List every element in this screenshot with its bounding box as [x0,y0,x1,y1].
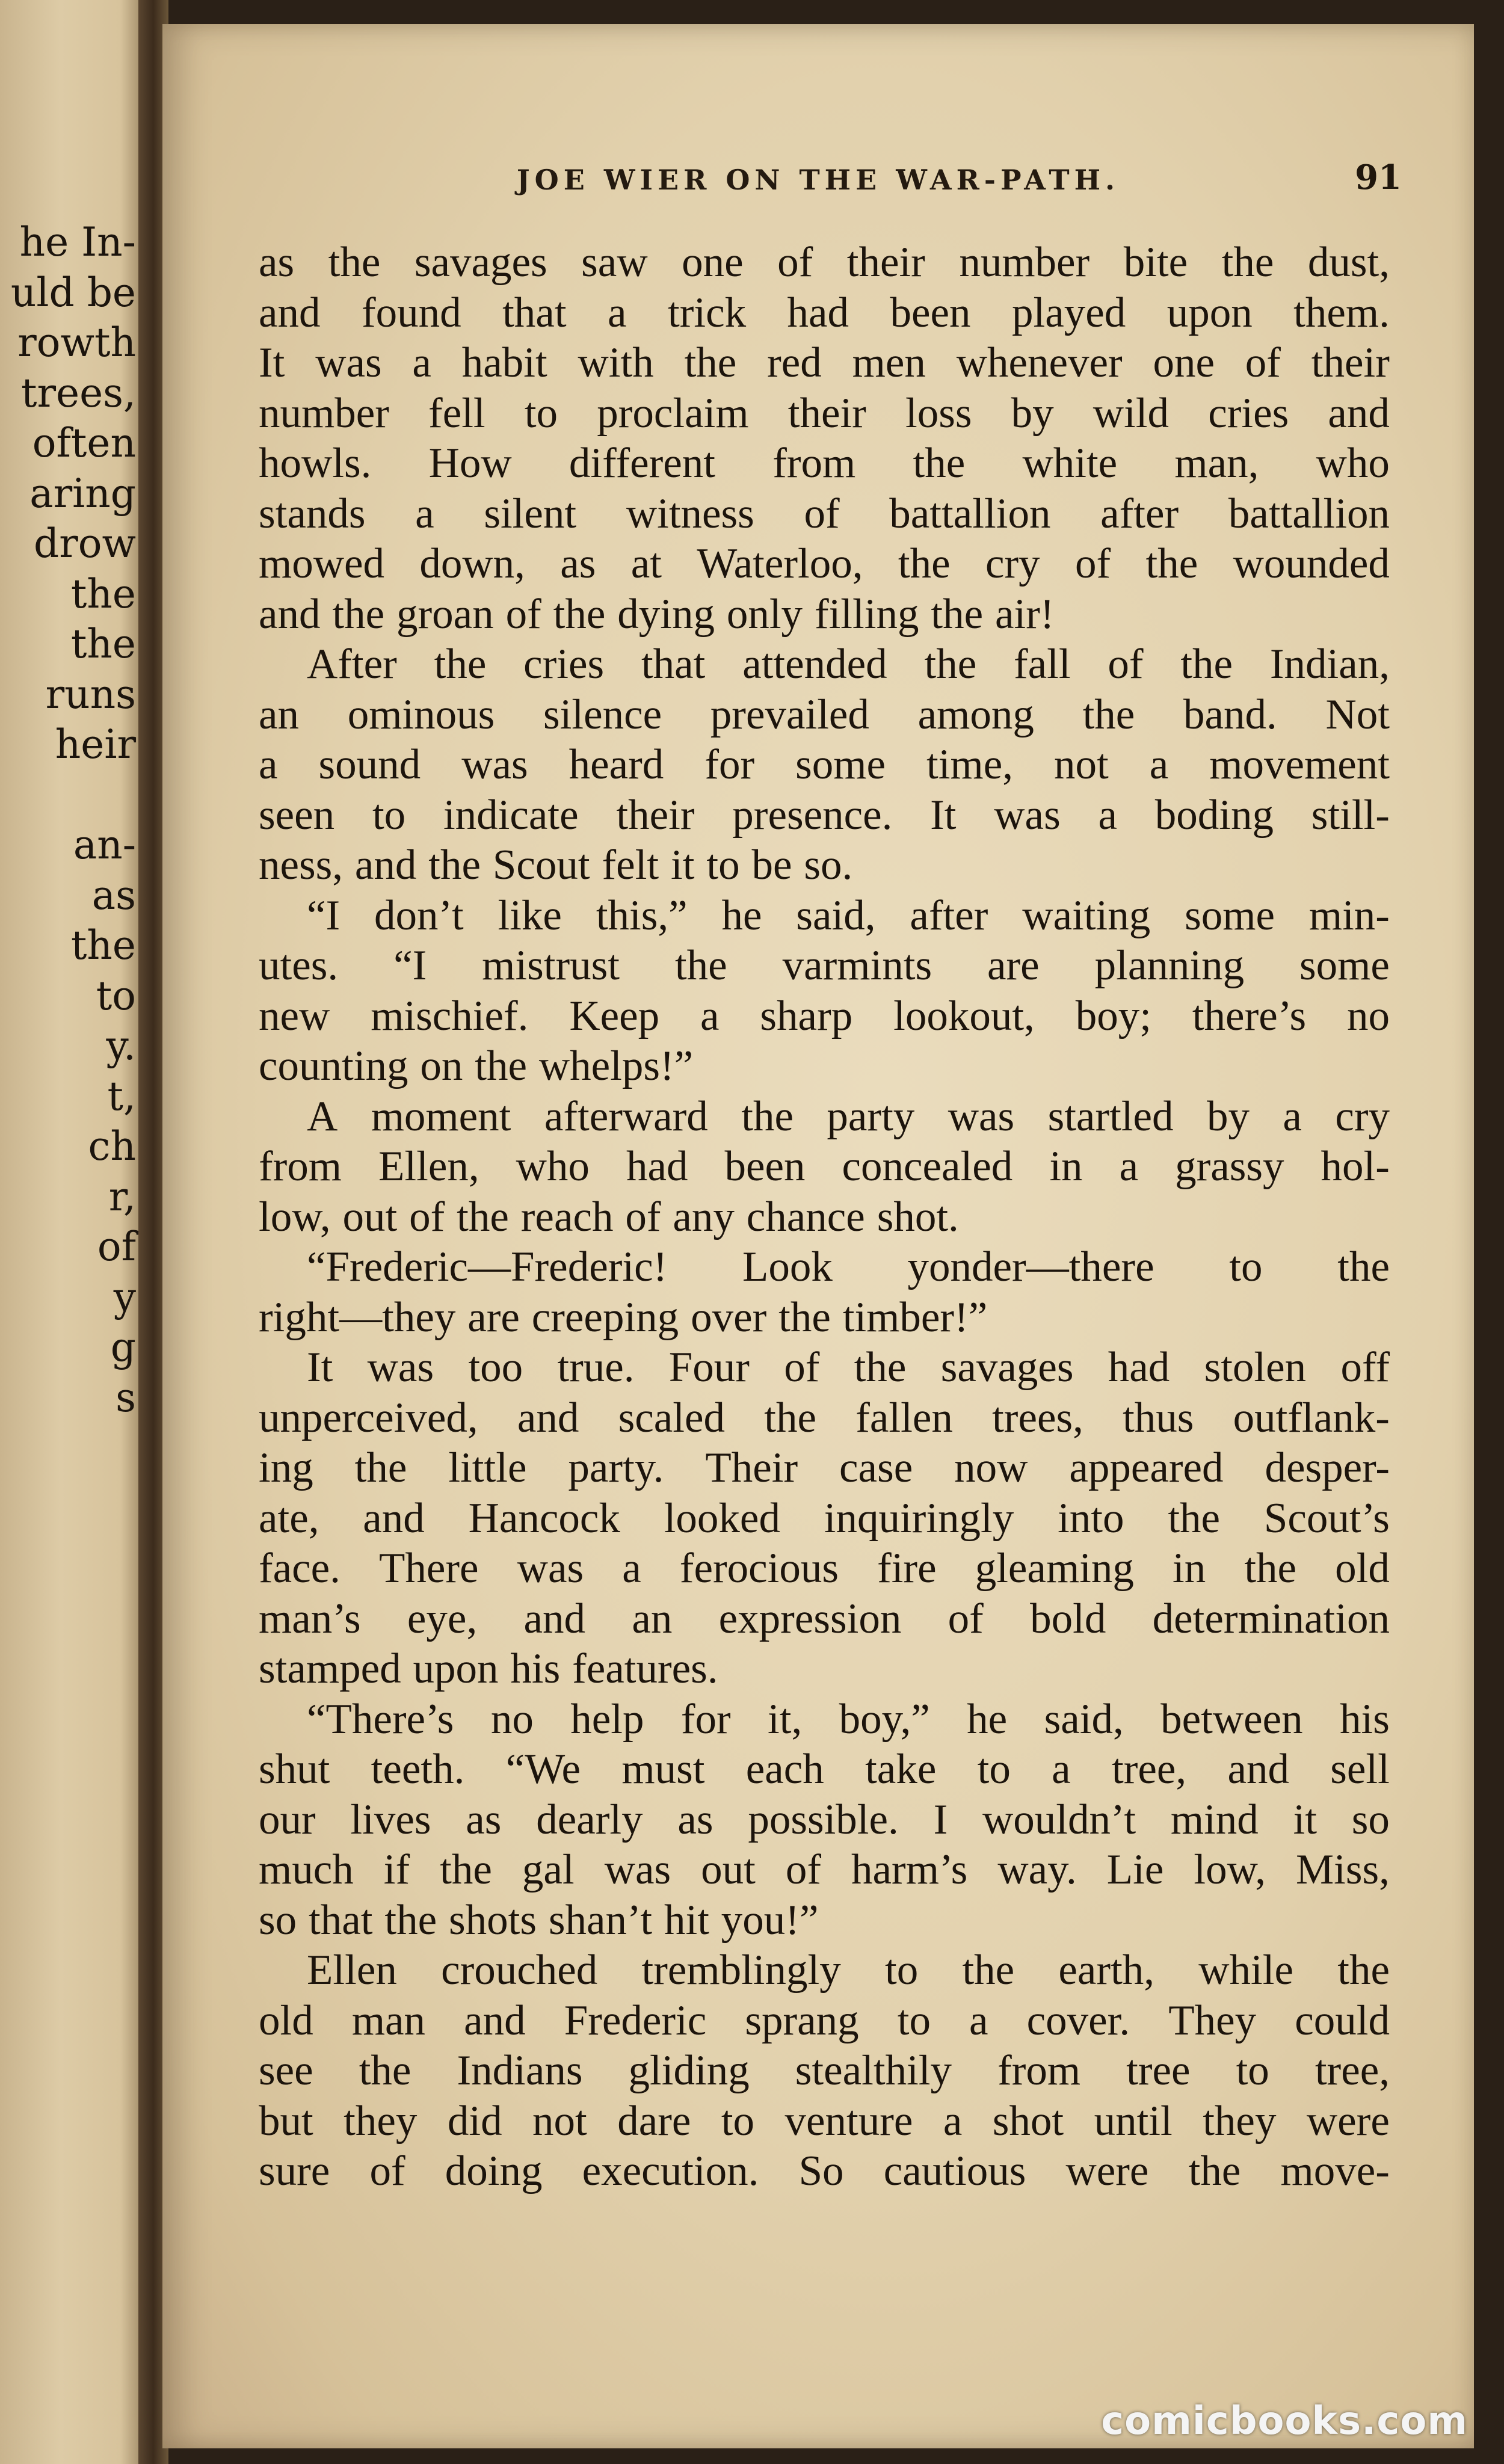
paragraph [259,1092,1390,1243]
text-line: “I don’t like this,” he said, after waiting some min- [307,892,1390,939]
previous-page-fragment: the [70,570,136,617]
text-line: stands a silent witness of battallion after battallion [259,490,1390,537]
text-line: right—they are creeping over the timber!” [259,1293,988,1341]
text-line: Ellen crouched tremblingly to the earth, while the [307,1947,1390,1994]
previous-page-fragment: ch [88,1123,136,1169]
paragraph [259,1242,1390,1343]
previous-page-fragment: of [97,1224,136,1270]
text-line: “Frederic—Frederic! Look yonder—there to the [307,1243,1390,1290]
previous-page-fragment: rowth [17,319,136,366]
text-line: an ominous silence prevailed among the band. Not [259,691,1390,738]
text-line: utes. “I mistrust the varmints are planning some [259,942,1390,989]
text-line: see the Indians gliding stealthily from tree to tree, [259,2047,1390,2094]
paragraph [259,1695,1390,1946]
text-line: face. There was a ferocious fire gleaming in the old [259,1545,1390,1592]
text-line: It was a habit with the red men whenever one of their [259,339,1390,386]
paragraph [259,891,1390,1092]
previous-page-fragment: to [96,972,136,1019]
text-line: and found that a trick had been played upon them. [259,289,1390,336]
text-line: mowed down, as at Waterloo, the cry of the wounded [259,540,1390,587]
previous-page-fragment: heir [55,721,136,768]
paragraph [259,639,1390,891]
text-line: counting on the whelps!” [259,1043,694,1089]
previous-page-fragment: as [91,872,136,919]
page-number: 91 [1355,158,1402,197]
paragraph [259,238,1390,639]
text-line: stamped upon his features. [259,1645,718,1692]
body-text [259,238,1390,2197]
text-line: It was too true. Four of the savages had stolen off [307,1344,1390,1391]
text-line: our lives as dearly as possible. I wouldn’t mind it so [259,1796,1390,1843]
previous-page-fragment: trees, [20,369,136,416]
text-line: low, out of the reach of any chance shot. [259,1193,959,1240]
previous-page-fragment: y [113,1274,136,1320]
previous-page-fragment: often [32,420,136,466]
previous-page-fragment: s [116,1374,136,1421]
watermark: comicbooks.com [1101,2399,1468,2444]
text-line: ate, and Hancock looked inquiringly into the Scout’s [259,1494,1390,1542]
text-line: and the groan of the dying only filling the air! [259,590,1055,638]
text-line: number fell to proclaim their loss by wild cries and [259,389,1390,437]
previous-page-fragment: an- [73,822,136,868]
previous-page-fragment: t, [107,1073,136,1120]
previous-page-fragment: he In- [19,219,136,265]
previous-page-fragment: uld be [10,269,136,316]
previous-page-fragment: r, [108,1173,136,1220]
text-line: man’s eye, and an expression of bold determination [259,1595,1390,1642]
text-line: After the cries that attended the fall of the Indian, [307,641,1390,688]
text-line: from Ellen, who had been concealed in a grassy hol- [259,1143,1390,1190]
previous-page-fragment: g [110,1324,136,1370]
previous-page-fragment: the [70,621,136,667]
previous-page-fragment: drow [33,520,136,567]
running-head: JOE WIER ON THE WAR-PATH. [516,164,1120,196]
text-line: a sound was heard for some time, not a movement [259,741,1390,788]
text-line: seen to indicate their presence. It was a boding still- [259,791,1390,839]
text-line: old man and Frederic sprang to a cover. They could [259,1997,1390,2044]
text-line: as the savages saw one of their number bite the dust, [259,239,1390,286]
text-line: but they did not dare to venture a shot until they were [259,2097,1390,2145]
text-line: A moment afterward the party was startled by a cry [307,1092,1390,1140]
text-line: sure of doing execution. So cautious were the move- [259,2148,1390,2194]
text-line: ness, and the Scout felt it to be so. [259,842,853,889]
previous-page-fragment: y. [106,1023,136,1069]
text-line: “There’s no help for it, boy,” he said, between his [307,1695,1390,1743]
previous-page-fragment: runs [45,671,136,718]
paragraph [259,1343,1390,1695]
text-line: much if the gal was out of harm’s way. Lie low, Miss, [259,1846,1390,1893]
paragraph [259,1945,1390,2197]
text-line: shut teeth. “We must each take to a tree, and sell [259,1746,1390,1793]
previous-page-fragment: aring [29,470,136,517]
text-line: so that the shots shan’t hit you!” [259,1896,819,1944]
previous-page-edge [0,0,150,2464]
text-line: howls. How different from the white man, who [259,440,1390,487]
text-line: ing the little party. Their case now appeared desper- [259,1444,1390,1491]
book-page [162,24,1474,2448]
text-line: new mischief. Keep a sharp lookout, boy; there’s no [259,992,1390,1040]
previous-page-fragment: the [70,922,136,969]
text-line: unperceived, and scaled the fallen trees, thus outflank- [259,1394,1390,1441]
